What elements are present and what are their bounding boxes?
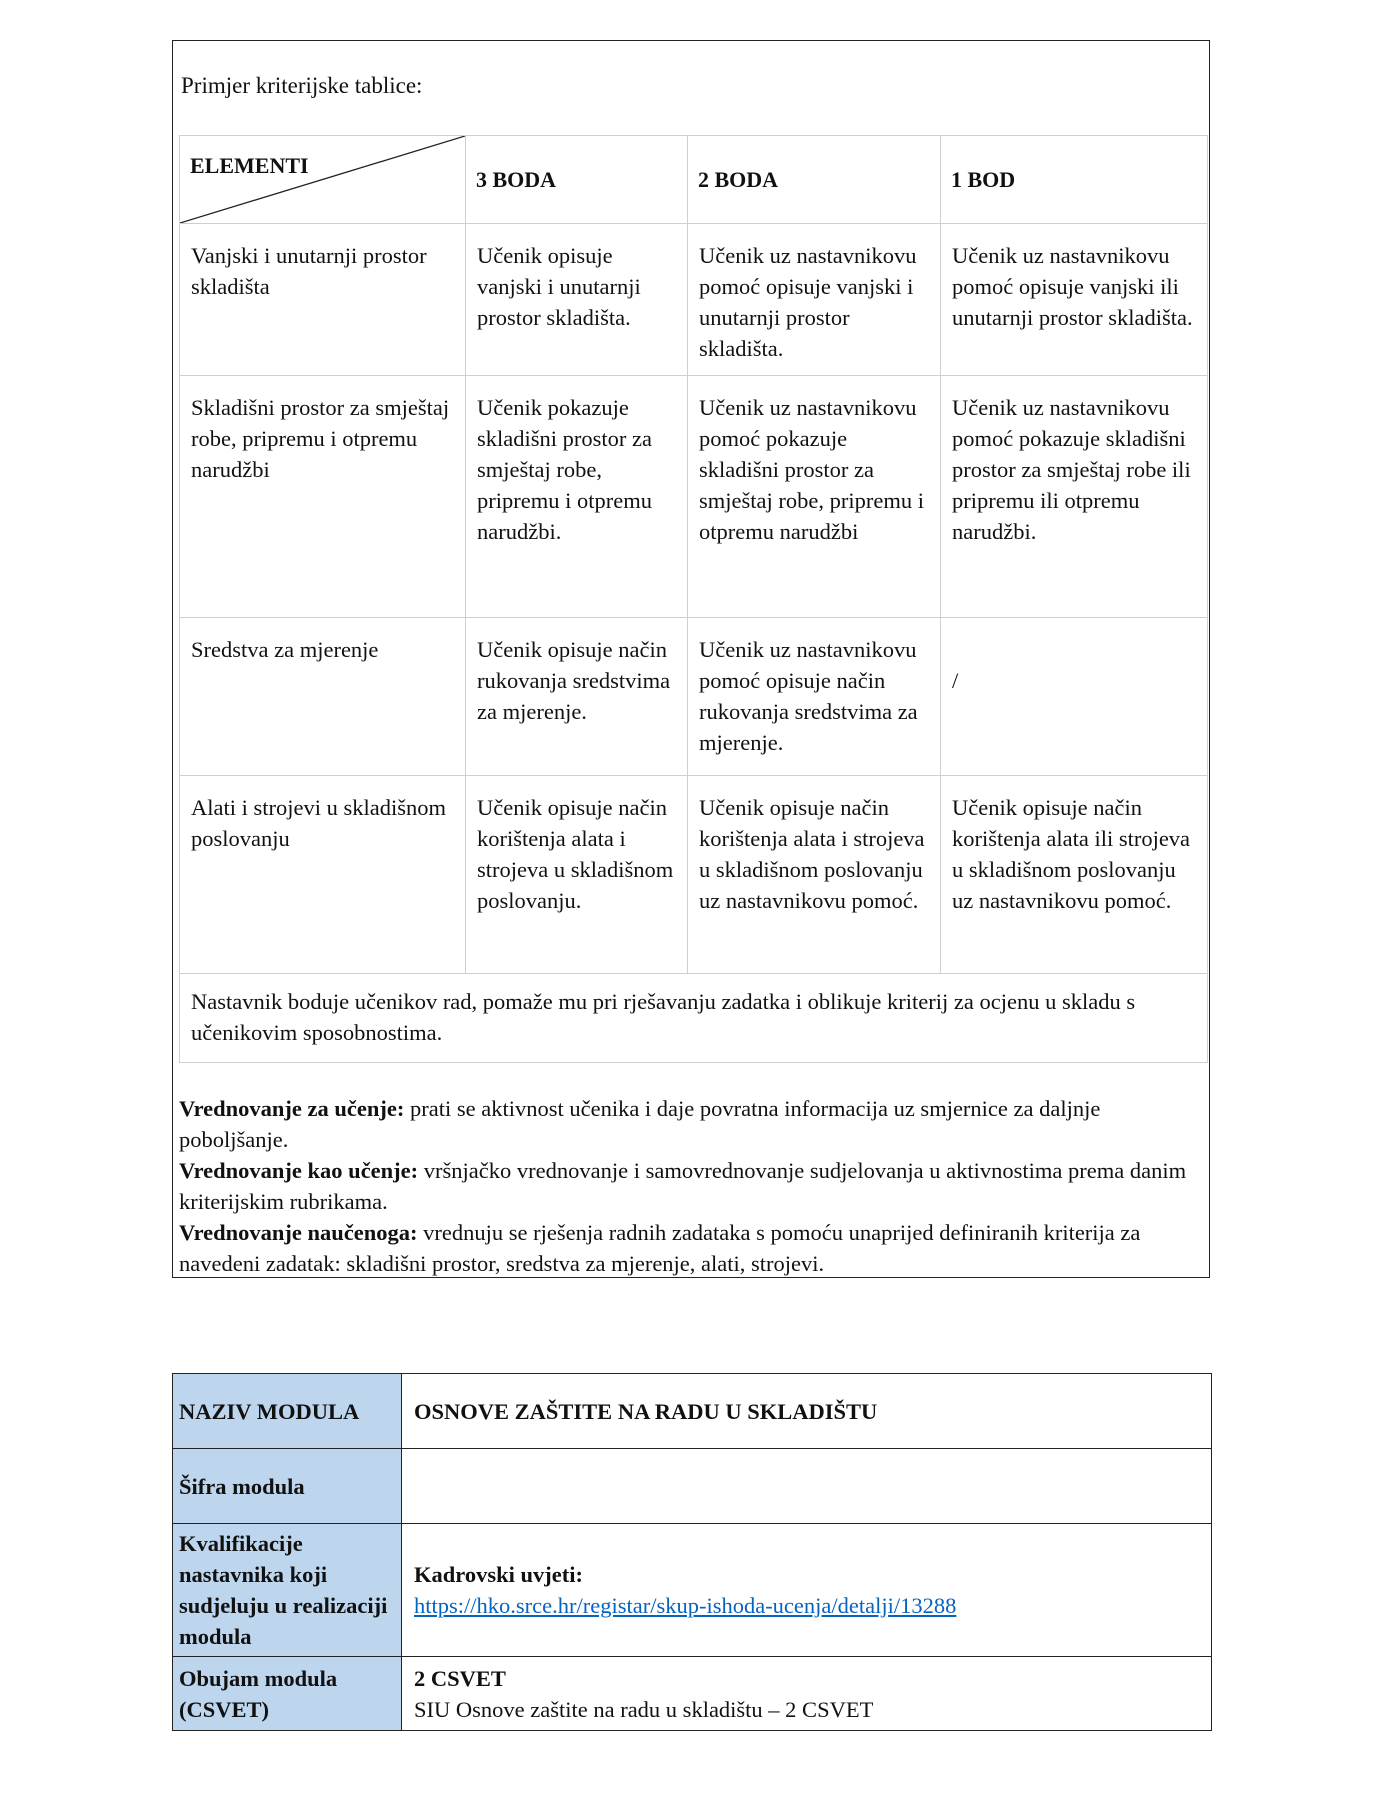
- evaluation-of-learning: [179, 1217, 1203, 1279]
- module-info-table: [172, 1373, 1212, 1731]
- diagonal-divider: [180, 136, 465, 223]
- module-name-label: NAZIV MODULA: [173, 1374, 402, 1449]
- score-cell: Učenik opisuje način korištenja alata i strojeva u skladišnom poslovanju.: [466, 776, 688, 974]
- criteria-row: [180, 776, 1208, 974]
- elements-header: ELEMENTI: [190, 153, 309, 178]
- score-cell: Učenik opisuje način korištenja alata ili strojeva u skladišnom poslovanju uz nastavnikovu pomoć.: [941, 776, 1208, 974]
- criteria-row: [180, 618, 1208, 776]
- header-1-bod: 1 BOD: [941, 136, 1208, 224]
- criteria-note-row: [180, 974, 1208, 1063]
- module-code-row: [173, 1449, 1212, 1524]
- evaluation-text: prati se aktivnost učenika i daje povratna informacija uz smjernice za daljnje poboljšanje.: [179, 1096, 1101, 1152]
- module-qualifications-label: Kvalifikacije nastavnika koji sudjeluju u realizaciji modula: [173, 1524, 402, 1657]
- evaluation-label: Vrednovanje za učenje:: [179, 1096, 405, 1121]
- rubric-intro: Primjer kriterijske tablice:: [181, 73, 423, 98]
- score-cell: Učenik opisuje vanjski i unutarnji prostor skladišta.: [466, 224, 688, 376]
- element-cell: Skladišni prostor za smještaj robe, pripremu i otpremu narudžbi: [180, 376, 466, 618]
- module-qualifications-value: [402, 1524, 1212, 1657]
- evaluation-text: vršnjačko vrednovanje i samovrednovanje sudjelovanja u aktivnostima prema danim kriterijskim rubrikama.: [179, 1158, 1187, 1214]
- volume-value: 2 CSVET: [414, 1665, 506, 1691]
- qualifications-heading: Kadrovski uvjeti:: [414, 1562, 583, 1587]
- module-name-value: OSNOVE ZAŠTITE NA RADU U SKLADIŠTU: [402, 1374, 1212, 1449]
- criteria-note: Nastavnik boduje učenikov rad, pomaže mu pri rješavanju zadatka i oblikuje kriterij za ocjenu u skladu s učenikovim sposobnostima.: [180, 974, 1208, 1063]
- module-qualifications-row: [173, 1524, 1212, 1657]
- criteria-row: [180, 376, 1208, 618]
- score-cell: Učenik uz nastavnikovu pomoć pokazuje skladišni prostor za smještaj robe, pripremu i otpremu narudžbi: [688, 376, 941, 618]
- module-code-label: Šifra modula: [173, 1449, 402, 1524]
- score-cell: /: [941, 618, 1208, 776]
- score-cell: Učenik opisuje način rukovanja sredstvima za mjerenje.: [466, 618, 688, 776]
- module-volume-row: [173, 1657, 1212, 1731]
- score-cell: Učenik uz nastavnikovu pomoć opisuje vanjski ili unutarnji prostor skladišta.: [941, 224, 1208, 376]
- rubric-frame: [172, 40, 1210, 1278]
- element-cell: Vanjski i unutarnji prostor skladišta: [180, 224, 466, 376]
- evaluation-for-learning: [179, 1093, 1203, 1155]
- evaluation-text: vrednuju se rješenja radnih zadataka s pomoću unaprijed definiranih kriterija za navedeni zadatak: skladišni prostor, sredstva za mjerenje, alati, strojevi.: [179, 1220, 1141, 1276]
- module-volume-label: Obujam modula (CSVET): [173, 1657, 402, 1731]
- volume-detail: SIU Osnove zaštite na radu u skladištu – 2 CSVET: [414, 1696, 874, 1722]
- evaluation-label: Vrednovanje naučenoga:: [179, 1220, 418, 1245]
- score-cell: Učenik pokazuje skladišni prostor za smještaj robe, pripremu i otpremu narudžbi.: [466, 376, 688, 618]
- evaluation-section: [179, 1093, 1203, 1279]
- element-cell: Sredstva za mjerenje: [180, 618, 466, 776]
- element-cell: Alati i strojevi u skladišnom poslovanju: [180, 776, 466, 974]
- module-code-value: [402, 1449, 1212, 1524]
- header-3-boda: 3 BODA: [466, 136, 688, 224]
- header-2-boda: 2 BODA: [688, 136, 941, 224]
- evaluation-label: Vrednovanje kao učenje:: [179, 1158, 419, 1183]
- score-cell: Učenik opisuje način korištenja alata i strojeva u skladišnom poslovanju uz nastavnikovu pomoć.: [688, 776, 941, 974]
- score-cell: Učenik uz nastavnikovu pomoć opisuje način rukovanja sredstvima za mjerenje.: [688, 618, 941, 776]
- criteria-row: [180, 224, 1208, 376]
- score-cell: Učenik uz nastavnikovu pomoć pokazuje skladišni prostor za smještaj robe ili pripremu ili otpremu narudžbi.: [941, 376, 1208, 618]
- qualifications-link[interactable]: https://hko.srce.hr/registar/skup-ishoda-ucenja/detalji/13288: [414, 1593, 957, 1618]
- module-volume-value: [402, 1657, 1212, 1731]
- evaluation-as-learning: [179, 1155, 1203, 1217]
- criteria-table: [179, 135, 1208, 1063]
- elements-corner-cell: [180, 136, 466, 224]
- module-name-row: [173, 1374, 1212, 1449]
- score-cell: Učenik uz nastavnikovu pomoć opisuje vanjski i unutarnji prostor skladišta.: [688, 224, 941, 376]
- criteria-header-row: [180, 136, 1208, 224]
